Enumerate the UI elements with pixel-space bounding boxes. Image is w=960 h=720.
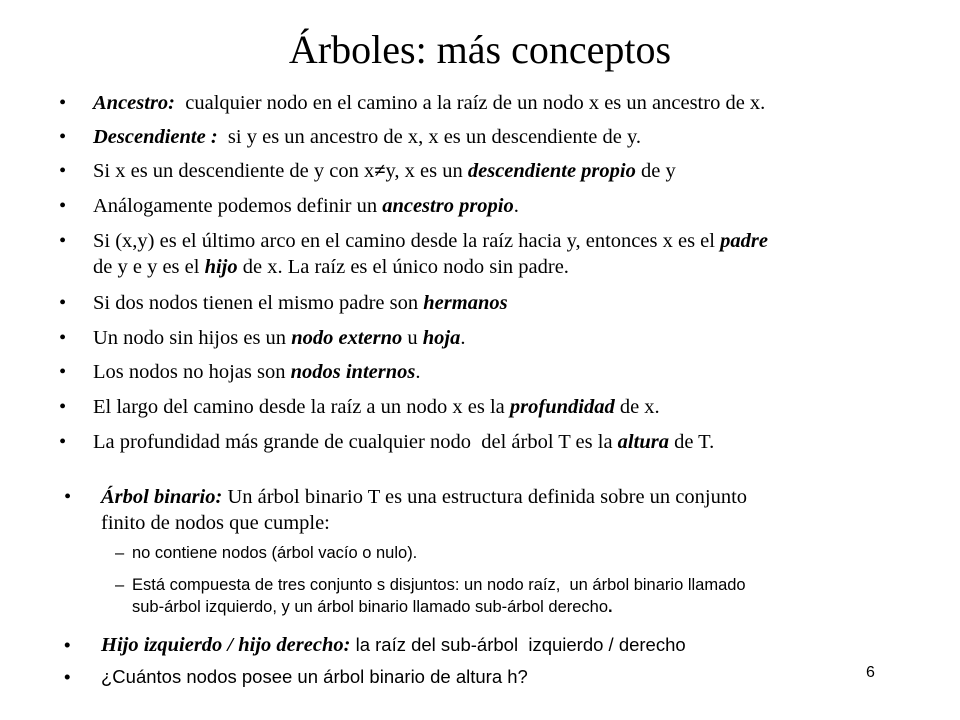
bullet-text: la raíz del sub-árbol izquierdo / derecho: [350, 634, 686, 655]
bullet-text: de x.: [614, 396, 660, 418]
bullet-text: La profundidad más grande de cualquier nodo del árbol T es la: [93, 431, 618, 453]
bullet-text: de y e y es el: [93, 256, 205, 278]
bullet-ancestro-propio: [93, 193, 913, 219]
bullet-text: Los nodos no hojas son: [93, 361, 291, 383]
bullet-text: .: [608, 598, 613, 616]
bullet-descendiente-propio: [93, 158, 913, 184]
bullet-text: Un árbol binario T es una estructura definida sobre un conjunto: [222, 486, 748, 508]
bullet-text: de y: [635, 160, 676, 182]
term-altura: altura: [617, 431, 669, 453]
bullet-text: Si dos nodos tienen el mismo padre son: [93, 292, 424, 314]
bullet-text: El largo del camino desde la raíz a un nodo x es la: [93, 396, 510, 418]
sub-bullet-vacio: – no contiene nodos (árbol vacío o nulo).: [132, 542, 892, 564]
bullet-arbol-binario: [101, 484, 901, 536]
bullet-text: .: [513, 195, 519, 217]
term-padre: padre: [720, 230, 768, 252]
bullet-altura: [93, 429, 913, 455]
neq-symbol: ≠: [374, 160, 386, 182]
bullet-ancestro: [93, 90, 913, 116]
term-arbol-binario: Árbol binario:: [101, 486, 223, 508]
bullet-text: Está compuesta de tres conjunto s disjuntos: un nodo raíz, un árbol binario llamado: [132, 576, 746, 594]
term-hermanos: hermanos: [423, 292, 508, 314]
bullet-text: Un nodo sin hijos es un: [93, 327, 292, 349]
bullet-text: finito de nodos que cumple:: [101, 512, 330, 534]
term-hoja: hoja: [422, 327, 461, 349]
slide-title: Árboles: más conceptos: [288, 27, 672, 72]
bullet-text: de x. La raíz es el único nodo sin padre.: [237, 256, 569, 278]
term-hijo: hijo: [204, 256, 238, 278]
term-ancestro: Ancestro:: [93, 92, 175, 114]
term-descendiente: Descendiente :: [93, 126, 218, 148]
bullet-text: u: [402, 327, 423, 349]
bullet-text: y, x es un: [385, 160, 468, 182]
bullet-text: Si x es un descendiente de y con x: [93, 160, 375, 182]
bullet-text: .: [460, 327, 466, 349]
bullet-text: Si (x,y) es el último arco en el camino desde la raíz hacia y, entonces x es el: [93, 230, 721, 252]
term-descendiente-propio: descendiente propio: [467, 160, 636, 182]
bullet-text: sub-árbol izquierdo, y un árbol binario llamado sub-árbol derecho: [132, 598, 609, 616]
bullet-text: cualquier nodo en el camino a la raíz de un nodo x es un ancestro de x.: [175, 92, 766, 114]
sub-bullet-disjuntos: [132, 574, 892, 618]
bullet-text: si y es un ancestro de x, x es un descendiente de y.: [217, 126, 642, 148]
bullet-internos: [93, 359, 913, 385]
bullet-hijos: [101, 632, 901, 658]
bullet-text: .: [415, 361, 421, 383]
bullet-hermanos: [93, 290, 913, 316]
term-profundidad: profundidad: [509, 396, 615, 418]
page-number: 6: [866, 664, 875, 681]
term-hijos: Hijo izquierdo / hijo derecho:: [101, 634, 351, 656]
term-ancestro-propio: ancestro propio: [382, 195, 514, 217]
bullet-text: de T.: [668, 431, 715, 453]
term-nodo-externo: nodo externo: [291, 327, 403, 349]
bullet-profundidad: [93, 394, 913, 420]
bullet-hoja: [93, 325, 913, 351]
bullet-pregunta: • ¿Cuántos nodos posee un árbol binario de altura h?: [101, 664, 901, 690]
bullet-text: Análogamente podemos definir un: [93, 195, 383, 217]
term-nodos-internos: nodos internos: [290, 361, 416, 383]
bullet-descendiente: [93, 124, 913, 150]
bullet-padre-hijo: [93, 228, 913, 280]
